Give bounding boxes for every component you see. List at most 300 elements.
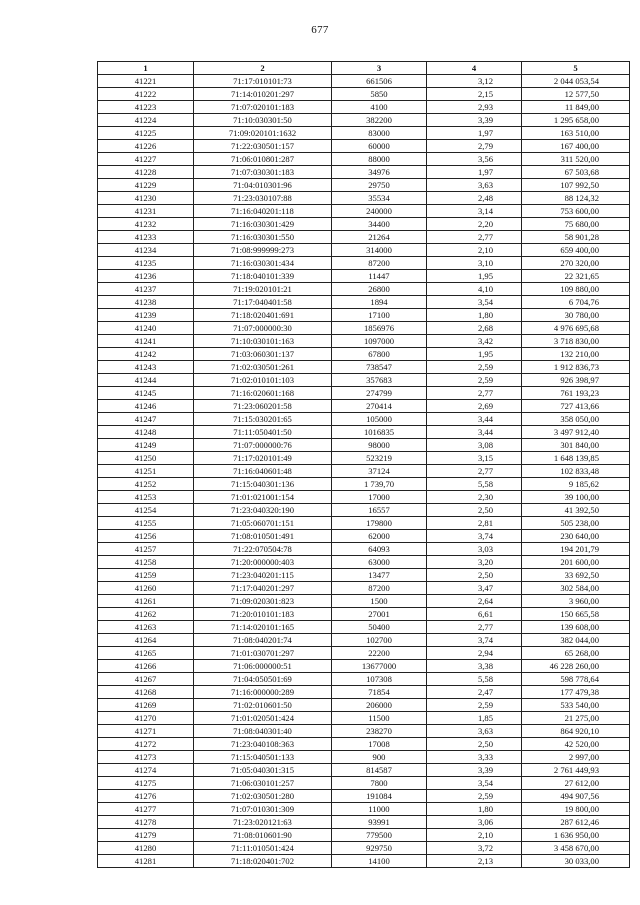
table-row: [98, 400, 630, 413]
table-row: [98, 452, 630, 465]
cadastral-number-cell: 71:09:020101:1632: [194, 127, 332, 140]
value-cell: 302 584,00: [522, 582, 630, 595]
cadastral-number-cell: 71:10:030101:163: [194, 335, 332, 348]
area-cell: 382200: [332, 114, 427, 127]
rate-cell: 2,77: [427, 621, 522, 634]
cadastral-number-cell: 71:07:010301:309: [194, 803, 332, 816]
rate-cell: 3,54: [427, 296, 522, 309]
value-cell: 139 608,00: [522, 621, 630, 634]
area-cell: 314000: [332, 244, 427, 257]
table-row: [98, 543, 630, 556]
row-number-cell: 41263: [98, 621, 194, 634]
value-cell: 163 510,00: [522, 127, 630, 140]
cadastral-number-cell: 71:17:010101:73: [194, 75, 332, 88]
row-number-cell: 41276: [98, 790, 194, 803]
table-row: [98, 387, 630, 400]
area-cell: 523219: [332, 452, 427, 465]
table-row: [98, 790, 630, 803]
row-number-cell: 41246: [98, 400, 194, 413]
cadastral-number-cell: 71:04:010301:96: [194, 179, 332, 192]
cadastral-number-cell: 71:22:030501:157: [194, 140, 332, 153]
cadastral-number-cell: 71:08:010601:90: [194, 829, 332, 842]
row-number-cell: 41262: [98, 608, 194, 621]
table-row: [98, 712, 630, 725]
table-body: [98, 75, 630, 868]
table-row: [98, 270, 630, 283]
cadastral-number-cell: 71:03:060301:137: [194, 348, 332, 361]
cadastral-number-cell: 71:16:040201:118: [194, 205, 332, 218]
table-row: [98, 582, 630, 595]
table-row: [98, 608, 630, 621]
column-header-1: 1: [98, 62, 194, 75]
row-number-cell: 41236: [98, 270, 194, 283]
value-cell: 1 648 139,85: [522, 452, 630, 465]
value-cell: 150 665,58: [522, 608, 630, 621]
row-number-cell: 41259: [98, 569, 194, 582]
rate-cell: 3,74: [427, 530, 522, 543]
value-cell: 21 275,00: [522, 712, 630, 725]
rate-cell: 3,12: [427, 75, 522, 88]
cadastral-number-cell: 71:16:030301:550: [194, 231, 332, 244]
rate-cell: 2,15: [427, 88, 522, 101]
cadastral-number-cell: 71:16:040601:48: [194, 465, 332, 478]
area-cell: 1097000: [332, 335, 427, 348]
table-row: [98, 517, 630, 530]
value-cell: 926 398,97: [522, 374, 630, 387]
row-number-cell: 41240: [98, 322, 194, 335]
table-row: [98, 491, 630, 504]
area-cell: 357683: [332, 374, 427, 387]
row-number-cell: 41260: [98, 582, 194, 595]
row-number-cell: 41269: [98, 699, 194, 712]
cadastral-number-cell: 71:15:040501:133: [194, 751, 332, 764]
area-cell: 11500: [332, 712, 427, 725]
rate-cell: 3,39: [427, 764, 522, 777]
table-row: [98, 621, 630, 634]
area-cell: 105000: [332, 413, 427, 426]
row-number-cell: 41254: [98, 504, 194, 517]
table-row: [98, 114, 630, 127]
rate-cell: 2,93: [427, 101, 522, 114]
row-number-cell: 41238: [98, 296, 194, 309]
table-row: [98, 88, 630, 101]
value-cell: 33 692,50: [522, 569, 630, 582]
row-number-cell: 41278: [98, 816, 194, 829]
table-row: [98, 179, 630, 192]
rate-cell: 2,50: [427, 569, 522, 582]
value-cell: 311 520,00: [522, 153, 630, 166]
rate-cell: 1,97: [427, 127, 522, 140]
rate-cell: 2,79: [427, 140, 522, 153]
area-cell: 102700: [332, 634, 427, 647]
row-number-cell: 41233: [98, 231, 194, 244]
row-number-cell: 41256: [98, 530, 194, 543]
value-cell: 287 612,46: [522, 816, 630, 829]
rate-cell: 3,39: [427, 114, 522, 127]
area-cell: 1 739,70: [332, 478, 427, 491]
value-cell: 177 479,38: [522, 686, 630, 699]
area-cell: 738547: [332, 361, 427, 374]
table-row: [98, 257, 630, 270]
row-number-cell: 41275: [98, 777, 194, 790]
rate-cell: 2,81: [427, 517, 522, 530]
rate-cell: 3,72: [427, 842, 522, 855]
value-cell: 67 503,68: [522, 166, 630, 179]
value-cell: 201 600,00: [522, 556, 630, 569]
row-number-cell: 41264: [98, 634, 194, 647]
table-row: [98, 166, 630, 179]
rate-cell: 1,80: [427, 309, 522, 322]
table-row: [98, 777, 630, 790]
rate-cell: 1,95: [427, 348, 522, 361]
cadastral-number-cell: 71:06:030101:257: [194, 777, 332, 790]
area-cell: 179800: [332, 517, 427, 530]
value-cell: 88 124,32: [522, 192, 630, 205]
cadastral-number-cell: 71:09:020301:823: [194, 595, 332, 608]
cadastral-number-cell: 71:11:010501:424: [194, 842, 332, 855]
cadastral-number-cell: 71:08:040201:74: [194, 634, 332, 647]
rate-cell: 3,44: [427, 426, 522, 439]
table-row: [98, 231, 630, 244]
area-cell: 98000: [332, 439, 427, 452]
value-cell: 3 458 670,00: [522, 842, 630, 855]
row-number-cell: 41241: [98, 335, 194, 348]
table-row: [98, 101, 630, 114]
row-number-cell: 41248: [98, 426, 194, 439]
area-cell: 661506: [332, 75, 427, 88]
cadastral-number-cell: 71:23:030107:88: [194, 192, 332, 205]
table-row: [98, 569, 630, 582]
table-row: [98, 426, 630, 439]
rate-cell: 2,50: [427, 504, 522, 517]
value-cell: 761 193,23: [522, 387, 630, 400]
cadastral-number-cell: 71:18:020401:702: [194, 855, 332, 868]
column-header-2: 2: [194, 62, 332, 75]
area-cell: 107308: [332, 673, 427, 686]
value-cell: 58 901,28: [522, 231, 630, 244]
rate-cell: 3,38: [427, 660, 522, 673]
cadastral-number-cell: 71:14:010201:297: [194, 88, 332, 101]
value-cell: 270 320,00: [522, 257, 630, 270]
rate-cell: 2,48: [427, 192, 522, 205]
table-row: [98, 816, 630, 829]
row-number-cell: 41231: [98, 205, 194, 218]
rate-cell: 3,63: [427, 725, 522, 738]
rate-cell: 2,68: [427, 322, 522, 335]
value-cell: 30 780,00: [522, 309, 630, 322]
rate-cell: 1,97: [427, 166, 522, 179]
value-cell: 11 849,00: [522, 101, 630, 114]
area-cell: 71854: [332, 686, 427, 699]
value-cell: 6 704,76: [522, 296, 630, 309]
value-cell: 42 520,00: [522, 738, 630, 751]
row-number-cell: 41267: [98, 673, 194, 686]
table-row: [98, 361, 630, 374]
rate-cell: 1,85: [427, 712, 522, 725]
cadastral-number-cell: 71:19:020101:21: [194, 283, 332, 296]
table-row: [98, 465, 630, 478]
area-cell: 64093: [332, 543, 427, 556]
cadastral-number-cell: 71:18:020401:691: [194, 309, 332, 322]
rate-cell: 2,59: [427, 699, 522, 712]
value-cell: 230 640,00: [522, 530, 630, 543]
cadastral-number-cell: 71:07:000000:30: [194, 322, 332, 335]
value-cell: 382 044,00: [522, 634, 630, 647]
page-number: 677: [311, 24, 329, 36]
value-cell: 358 050,00: [522, 413, 630, 426]
cadastral-number-cell: 71:01:020501:424: [194, 712, 332, 725]
row-number-cell: 41227: [98, 153, 194, 166]
cadastral-number-cell: 71:11:050401:50: [194, 426, 332, 439]
cadastral-number-cell: 71:07:020101:183: [194, 101, 332, 114]
value-cell: 132 210,00: [522, 348, 630, 361]
value-cell: 167 400,00: [522, 140, 630, 153]
cadastral-number-cell: 71:18:040101:339: [194, 270, 332, 283]
rate-cell: 3,42: [427, 335, 522, 348]
area-cell: 88000: [332, 153, 427, 166]
row-number-cell: 41277: [98, 803, 194, 816]
area-cell: 11447: [332, 270, 427, 283]
row-number-cell: 41232: [98, 218, 194, 231]
row-number-cell: 41271: [98, 725, 194, 738]
cadastral-number-cell: 71:23:040201:115: [194, 569, 332, 582]
area-cell: 16557: [332, 504, 427, 517]
area-cell: 1856976: [332, 322, 427, 335]
row-number-cell: 41221: [98, 75, 194, 88]
row-number-cell: 41258: [98, 556, 194, 569]
row-number-cell: 41247: [98, 413, 194, 426]
value-cell: 659 400,00: [522, 244, 630, 257]
rate-cell: 3,14: [427, 205, 522, 218]
row-number-cell: 41237: [98, 283, 194, 296]
table-row: [98, 244, 630, 257]
area-cell: 900: [332, 751, 427, 764]
cadastral-number-cell: 71:15:040301:136: [194, 478, 332, 491]
column-header-5: 5: [522, 62, 630, 75]
value-cell: 4 976 695,68: [522, 322, 630, 335]
value-cell: 505 238,00: [522, 517, 630, 530]
rate-cell: 3,10: [427, 257, 522, 270]
rate-cell: 3,20: [427, 556, 522, 569]
row-number-cell: 41273: [98, 751, 194, 764]
area-cell: 238270: [332, 725, 427, 738]
column-header-4: 4: [427, 62, 522, 75]
area-cell: 35534: [332, 192, 427, 205]
row-number-cell: 41252: [98, 478, 194, 491]
rate-cell: 2,77: [427, 387, 522, 400]
area-cell: 929750: [332, 842, 427, 855]
row-number-cell: 41265: [98, 647, 194, 660]
row-number-cell: 41229: [98, 179, 194, 192]
row-number-cell: 41230: [98, 192, 194, 205]
rate-cell: 2,50: [427, 738, 522, 751]
rate-cell: 3,74: [427, 634, 522, 647]
area-cell: 62000: [332, 530, 427, 543]
rate-cell: 2,64: [427, 595, 522, 608]
value-cell: 727 413,66: [522, 400, 630, 413]
table-row: [98, 686, 630, 699]
cadastral-number-cell: 71:02:010101:103: [194, 374, 332, 387]
area-cell: 63000: [332, 556, 427, 569]
value-cell: 102 833,48: [522, 465, 630, 478]
rate-cell: 3,08: [427, 439, 522, 452]
row-number-cell: 41223: [98, 101, 194, 114]
value-cell: 194 201,79: [522, 543, 630, 556]
cadastral-number-cell: 71:02:030501:280: [194, 790, 332, 803]
rate-cell: 3,54: [427, 777, 522, 790]
row-number-cell: 41243: [98, 361, 194, 374]
area-cell: 29750: [332, 179, 427, 192]
value-cell: 30 033,00: [522, 855, 630, 868]
value-cell: 75 680,00: [522, 218, 630, 231]
area-cell: 7800: [332, 777, 427, 790]
row-number-cell: 41268: [98, 686, 194, 699]
row-number-cell: 41270: [98, 712, 194, 725]
table-row: [98, 829, 630, 842]
area-cell: 274799: [332, 387, 427, 400]
area-cell: 83000: [332, 127, 427, 140]
table-row: [98, 218, 630, 231]
cadastral-number-cell: 71:16:020601:168: [194, 387, 332, 400]
rate-cell: 2,69: [427, 400, 522, 413]
area-cell: 34976: [332, 166, 427, 179]
cadastral-number-cell: 71:17:040201:297: [194, 582, 332, 595]
rate-cell: 1,95: [427, 270, 522, 283]
rate-cell: 2,13: [427, 855, 522, 868]
cadastral-number-cell: 71:02:030501:261: [194, 361, 332, 374]
area-cell: 270414: [332, 400, 427, 413]
area-cell: 22200: [332, 647, 427, 660]
value-cell: 3 960,00: [522, 595, 630, 608]
cadastral-number-cell: 71:23:020121:63: [194, 816, 332, 829]
rate-cell: 1,80: [427, 803, 522, 816]
area-cell: 67800: [332, 348, 427, 361]
value-cell: 598 778,64: [522, 673, 630, 686]
cadastral-number-cell: 71:16:030301:434: [194, 257, 332, 270]
area-cell: 17008: [332, 738, 427, 751]
area-cell: 1894: [332, 296, 427, 309]
cadastral-number-cell: 71:17:020101:49: [194, 452, 332, 465]
area-cell: 814587: [332, 764, 427, 777]
cadastral-number-cell: 71:07:030301:183: [194, 166, 332, 179]
value-cell: 864 920,10: [522, 725, 630, 738]
value-cell: 27 612,00: [522, 777, 630, 790]
cadastral-number-cell: 71:01:030701:297: [194, 647, 332, 660]
table-row: [98, 140, 630, 153]
table-row: [98, 348, 630, 361]
table-row: [98, 413, 630, 426]
area-cell: 37124: [332, 465, 427, 478]
value-cell: 12 577,50: [522, 88, 630, 101]
row-number-cell: 41242: [98, 348, 194, 361]
table-row: [98, 439, 630, 452]
cadastral-number-cell: 71:08:040301:40: [194, 725, 332, 738]
row-number-cell: 41261: [98, 595, 194, 608]
cadastral-number-cell: 71:01:021001:154: [194, 491, 332, 504]
column-header-3: 3: [332, 62, 427, 75]
row-number-cell: 41226: [98, 140, 194, 153]
row-number-cell: 41272: [98, 738, 194, 751]
cadastral-number-cell: 71:16:000000:289: [194, 686, 332, 699]
row-number-cell: 41253: [98, 491, 194, 504]
rate-cell: 5,58: [427, 673, 522, 686]
area-cell: 27001: [332, 608, 427, 621]
cadastral-number-cell: 71:04:050501:69: [194, 673, 332, 686]
rate-cell: 2,20: [427, 218, 522, 231]
cadastral-number-cell: 71:14:020101:165: [194, 621, 332, 634]
table-row: [98, 153, 630, 166]
row-number-cell: 41224: [98, 114, 194, 127]
cadastral-number-cell: 71:15:030201:65: [194, 413, 332, 426]
cadastral-number-cell: 71:07:000000:76: [194, 439, 332, 452]
row-number-cell: 41251: [98, 465, 194, 478]
table-row: [98, 127, 630, 140]
table-row: [98, 634, 630, 647]
table-row: [98, 660, 630, 673]
value-cell: 65 268,00: [522, 647, 630, 660]
area-cell: 779500: [332, 829, 427, 842]
table-row: [98, 75, 630, 88]
row-number-cell: 41266: [98, 660, 194, 673]
area-cell: 14100: [332, 855, 427, 868]
value-cell: 19 800,00: [522, 803, 630, 816]
value-cell: 2 761 449,93: [522, 764, 630, 777]
area-cell: 17100: [332, 309, 427, 322]
table-row: [98, 725, 630, 738]
row-number-cell: 41234: [98, 244, 194, 257]
row-number-cell: 41257: [98, 543, 194, 556]
rate-cell: 2,94: [427, 647, 522, 660]
area-cell: 5850: [332, 88, 427, 101]
table-row: [98, 478, 630, 491]
area-cell: 13477: [332, 569, 427, 582]
value-cell: 3 497 912,40: [522, 426, 630, 439]
row-number-cell: 41228: [98, 166, 194, 179]
table-row: [98, 296, 630, 309]
table-row: [98, 595, 630, 608]
value-cell: 22 321,65: [522, 270, 630, 283]
row-number-cell: 41222: [98, 88, 194, 101]
cadastral-number-cell: 71:06:010801:287: [194, 153, 332, 166]
rate-cell: 3,06: [427, 816, 522, 829]
rate-cell: 3,33: [427, 751, 522, 764]
value-cell: 1 295 658,00: [522, 114, 630, 127]
rate-cell: 2,59: [427, 374, 522, 387]
cadastral-number-cell: 71:05:040301:315: [194, 764, 332, 777]
table-row: [98, 309, 630, 322]
cadastral-number-cell: 71:16:030301:429: [194, 218, 332, 231]
cadastral-number-cell: 71:23:060201:58: [194, 400, 332, 413]
rate-cell: 2,77: [427, 465, 522, 478]
table-row: [98, 374, 630, 387]
rate-cell: 3,03: [427, 543, 522, 556]
row-number-cell: 41225: [98, 127, 194, 140]
value-cell: 2 997,00: [522, 751, 630, 764]
cadastral-number-cell: 71:06:000000:51: [194, 660, 332, 673]
area-cell: 206000: [332, 699, 427, 712]
table-row: [98, 530, 630, 543]
area-cell: 13677000: [332, 660, 427, 673]
rate-cell: 3,47: [427, 582, 522, 595]
value-cell: 109 880,00: [522, 283, 630, 296]
data-table: [97, 61, 630, 868]
value-cell: 1 636 950,00: [522, 829, 630, 842]
rate-cell: 2,77: [427, 231, 522, 244]
area-cell: 4100: [332, 101, 427, 114]
table-row: [98, 205, 630, 218]
row-number-cell: 41245: [98, 387, 194, 400]
area-cell: 60000: [332, 140, 427, 153]
